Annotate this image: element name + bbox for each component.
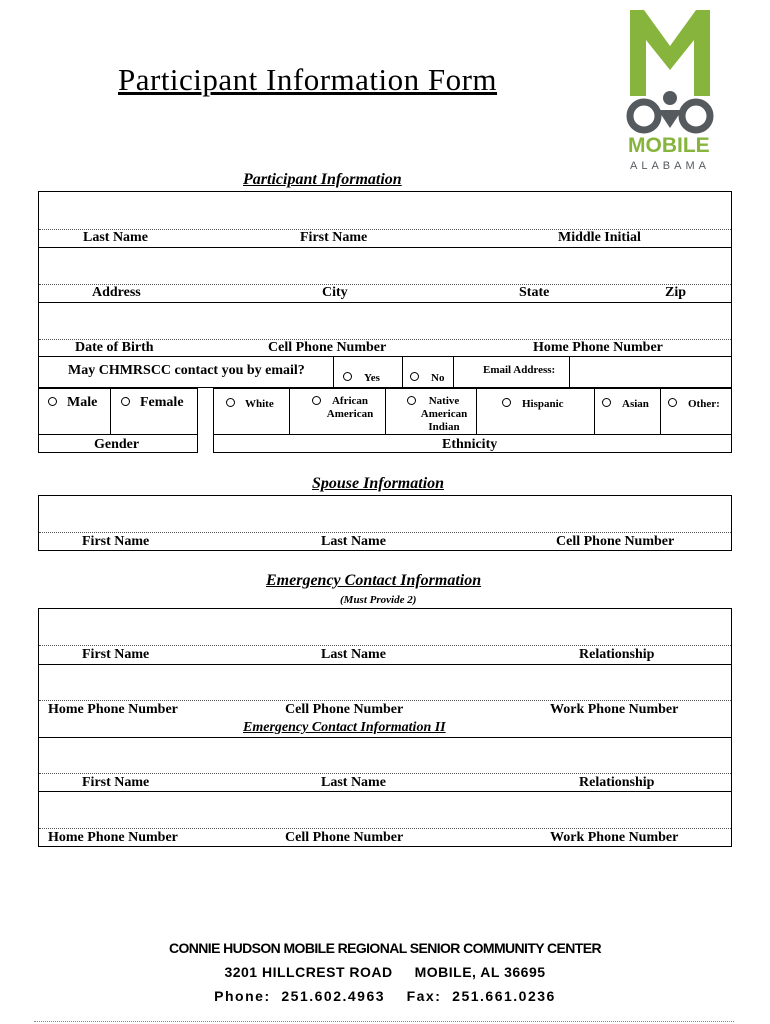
spouse-cell-phone-label: Cell Phone Number (556, 534, 675, 549)
radio-circle-icon[interactable] (226, 398, 235, 407)
page-title: Participant Information Form (118, 62, 498, 97)
ethnicity-hispanic-option[interactable]: Hispanic (502, 394, 564, 412)
email-yes-option[interactable]: Yes (343, 368, 380, 386)
email-question: May CHMRSCC contact you by email? (68, 363, 305, 378)
ec2-relationship-label: Relationship (579, 775, 655, 790)
state-label: State (519, 285, 550, 300)
ec2-first-name-label: First Name (82, 775, 150, 790)
dob-label: Date of Birth (75, 340, 154, 355)
spouse-heading: Spouse Information (312, 475, 445, 492)
participant-heading: Participant Information (243, 171, 402, 188)
ec1-cell-phone-label: Cell Phone Number (285, 702, 404, 717)
ec1-work-phone-label: Work Phone Number (550, 702, 679, 717)
email-address-field[interactable] (570, 358, 730, 386)
middle-initial-label: Middle Initial (558, 230, 641, 245)
ec2-last-name-label: Last Name (321, 775, 386, 790)
emergency-heading: Emergency Contact Information (266, 572, 482, 589)
spouse-last-name-label: Last Name (321, 534, 386, 549)
email-address-label: Email Address: (483, 364, 556, 376)
ethnicity-other-option[interactable]: Other: (668, 394, 720, 412)
footer-address: 3201 HILLCREST ROAD MOBILE, AL 36695 (224, 964, 546, 980)
emergency-note: (Must Provide 2) (340, 594, 417, 606)
ec2-work-phone-label: Work Phone Number (550, 830, 679, 845)
gender-label: Gender (94, 437, 140, 452)
ethnicity-asian-option[interactable]: Asian (602, 394, 649, 412)
female-option[interactable]: Female (121, 393, 184, 411)
radio-circle-icon[interactable] (312, 396, 321, 405)
radio-circle-icon[interactable] (602, 398, 611, 407)
spouse-first-name-label: First Name (82, 534, 150, 549)
footer-divider (34, 1021, 734, 1022)
logo-mark-icon (624, 6, 716, 136)
email-no-option[interactable]: No (410, 368, 444, 386)
zip-label: Zip (665, 285, 687, 300)
ethnicity-white-option[interactable]: White (226, 394, 274, 412)
logo-state: ALABAMA (630, 160, 710, 172)
participant-box (38, 191, 732, 357)
ec2-home-phone-label: Home Phone Number (48, 830, 178, 845)
radio-circle-icon[interactable] (121, 397, 130, 406)
ec1-last-name-label: Last Name (321, 647, 386, 662)
home-phone-label: Home Phone Number (533, 340, 663, 355)
radio-circle-icon[interactable] (343, 372, 352, 381)
footer-org: CONNIE HUDSON MOBILE REGIONAL SENIOR COMMUNITY CENTER (168, 940, 602, 956)
radio-circle-icon[interactable] (668, 398, 677, 407)
first-name-label: First Name (300, 230, 368, 245)
radio-circle-icon[interactable] (502, 398, 511, 407)
ec2-cell-phone-label: Cell Phone Number (285, 830, 404, 845)
address-label: Address (92, 285, 141, 300)
radio-circle-icon[interactable] (410, 372, 419, 381)
male-option[interactable]: Male (48, 393, 97, 411)
ec1-first-name-label: First Name (82, 647, 150, 662)
footer-contact: Phone: 251.602.4963 Fax: 251.661.0236 (214, 988, 556, 1004)
logo-name: MOBILE (628, 134, 710, 157)
ethnicity-label: Ethnicity (442, 437, 498, 452)
city-label: City (322, 285, 348, 300)
mobile-alabama-logo (624, 6, 716, 176)
ec1-home-phone-label: Home Phone Number (48, 702, 178, 717)
emergency-heading-2: Emergency Contact Information II (243, 720, 446, 735)
radio-circle-icon[interactable] (48, 397, 57, 406)
ec1-relationship-label: Relationship (579, 647, 655, 662)
cell-phone-label: Cell Phone Number (268, 340, 387, 355)
last-name-label: Last Name (83, 230, 148, 245)
